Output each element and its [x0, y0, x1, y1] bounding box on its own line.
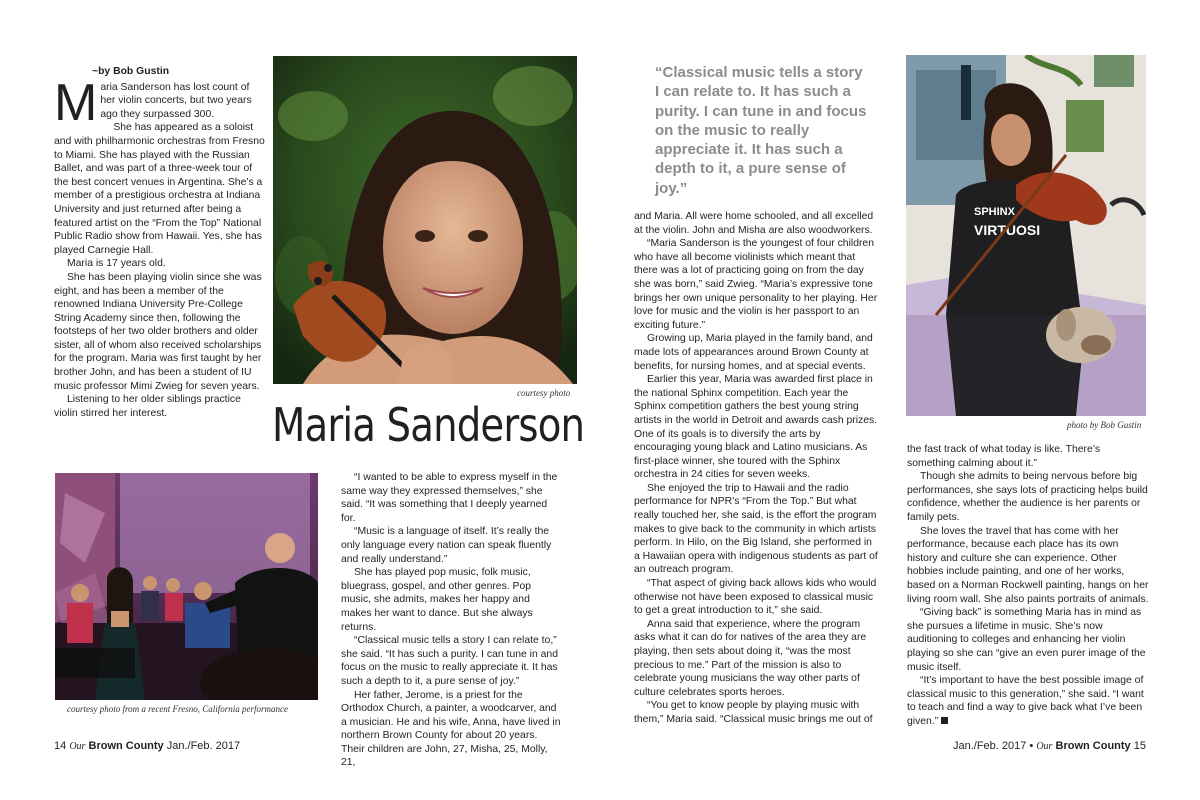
- paragraph: [907, 674, 1150, 728]
- paragraph: She loves the travel that has come with her performance, because each place has its own history and culture she can experience. Other hobbies include painting, and one of her works, based on a Norman Rockwell painting, hangs on her living room wall. She also paints portraits of animals.: [907, 525, 1149, 605]
- paragraph: “Giving back” is something Maria has in mind as she pursues a lifetime in music. She’s now auditioning to colleges and enhancing her violin playing so she can “give an even purer image of the music itself.: [907, 607, 1146, 673]
- paragraph: Earlier this year, Maria was awarded first place in the national Sphinx competition. Each year the Sphinx competition gathers the best young string artists in the world in Detroit and awards cash prizes. One of its goals is to diversify the arts by encouraging young black and Latino musicians. As first-place winner, she toured with the Sphinx orchestra in 24 cities for seven weeks.: [634, 374, 878, 481]
- folio-left: [54, 740, 240, 752]
- paragraph: and Maria. All were home schooled, and all excelled at the violin. John and Misha are also woodworkers.: [634, 211, 874, 236]
- issue-date-left: Jan./Feb. 2017: [166, 740, 241, 752]
- home-photo-caption: photo by Bob Gustin: [1067, 420, 1142, 430]
- issue-date-right: Jan./Feb. 2017 •: [952, 740, 1034, 752]
- article-column-1: [54, 65, 266, 420]
- magazine-name-brand: Brown County: [88, 740, 164, 752]
- paragraph: Growing up, Maria played in the family band, and made lots of appearances around Brown County at benefits, for nursing homes, and at special events.: [634, 333, 873, 372]
- paragraph: Listening to her older siblings practice violin stirred her interest.: [54, 394, 241, 419]
- folio-right: [953, 740, 1146, 752]
- pull-quote: “Classical music tells a story I can relate to. It has such a purity. I can tune in and focus on the music to really appreciate it. It has such a depth to it, a pure sense of joy.”: [655, 64, 867, 197]
- paragraph: Though she admits to being nervous before big performances, she says lots of practicing helps build confidence, whether the audience is her parents or family pets.: [907, 471, 1148, 523]
- performance-caption: courtesy photo from a recent Fresno, California performance: [67, 704, 288, 714]
- paragraph: “You get to know people by playing music with them,” Maria said. “Classical music brings me out of: [634, 700, 873, 725]
- paragraph: “I wanted to be able to express myself in the same way they expressed themselves,” she said. “It was something that I deeply yearned for.: [341, 472, 558, 524]
- paragraph: She has played pop music, folk music, bluegrass, gospel, and other genres. Pop music, she admits, makes her happy and makes her want to dance. But she always returns.: [341, 567, 533, 633]
- paragraph: Maria is 17 years old.: [67, 258, 166, 270]
- end-mark-icon: [941, 717, 948, 724]
- article-column-4: [907, 443, 1150, 728]
- article-headline: Maria Sanderson: [272, 398, 585, 452]
- shirt-text-line-1: SPHINX: [974, 206, 1015, 218]
- magazine-name-brand: Brown County: [1055, 740, 1131, 752]
- paragraph: aria Sanderson has lost count of her violin concerts, but two years ago they surpassed 300.: [100, 81, 252, 120]
- portrait-photo: [273, 56, 577, 384]
- paragraph: the fast track of what today is like. There’s something calming about it.”: [907, 444, 1101, 469]
- paragraph: Her father, Jerome, is a priest for the Orthodox Church, a painter, a woodcarver, and a musician. He and his wife, Anna, have lived in northern Brown County for about 20 years. Their children are John, 27, Misha, 25, Molly, 21,: [341, 689, 561, 769]
- article-column-2: [341, 471, 563, 770]
- magazine-name-our: Our: [69, 741, 86, 752]
- paragraph: She has appeared as a soloist and with philharmonic orchestras from Fresno to Miami. She has played with the Russian Ballet, and was part of a three-week tour of the best concert venues in Argentina. She’s a member of a prestigious orchestra at Indiana University and just returned after being a featured artist on the “From the Top” National Public Radio show from Hawaii. Yes, she has played Carnegie Hall.: [54, 122, 265, 256]
- performance-illustration: [55, 473, 318, 700]
- home-practice-photo: [906, 55, 1146, 416]
- performance-photo: [55, 473, 318, 700]
- page-number-left: 14: [54, 740, 67, 752]
- home-practice-illustration: [906, 55, 1146, 416]
- paragraph: “Classical music tells a story I can relate to,” she said. “It has such a purity. I can tune in and focus on the music to really appreciate it. It has such a depth to it, a pure sense of joy.”: [341, 635, 558, 687]
- shirt-text-line-2: VIRTUOSI: [974, 222, 1041, 238]
- paragraph: Anna said that experience, where the program asks what it can do for natives of the area they are playing, then sets about doing it, “was the most precious to me.” Part of the mission is also to celebrate young musicians the way other parts of culture celebrates sports heroes.: [634, 618, 867, 698]
- magazine-name-our: Our: [1036, 741, 1053, 752]
- portrait-caption: courtesy photo: [517, 388, 571, 398]
- byline: ~by Bob Gustin: [92, 66, 170, 77]
- portrait-illustration: [273, 56, 577, 384]
- page-number-right: 15: [1133, 740, 1146, 752]
- paragraph: “That aspect of giving back allows kids who would otherwise not have been exposed to classical music to get a great introduction to it,” she said.: [634, 578, 877, 617]
- drop-cap: M: [54, 73, 98, 132]
- paragraph: “Music is a language of itself. It’s really the only language every nation can speak fluently and really understand.”: [341, 526, 552, 565]
- paragraph: She enjoyed the trip to Hawaii and the radio performance for NPR’s “From the Top.” But what really touched her, she said, is the effort the program makes to give back to the community in which artists perform. In Hilo, on the Big Island, she performed in a Hawaiian opera with indigenous students as part of an outreach program.: [634, 482, 878, 576]
- paragraph: She has been playing violin since she was eight, and has been a member of the renowned Indiana University Pre-College String Academy since then, following the footsteps of her two older brothers and older sister, all of whom also received scholarships for the program. Maria was first taught by her brother John, and has been a student of IU music professor Mimi Zwieg for seven years.: [54, 271, 262, 392]
- article-column-3: [634, 210, 880, 727]
- paragraph: “Maria Sanderson is the youngest of four children who have all become violinists which meant that there was a lot of practicing going on from the day she was born,” said Zwieg. “Maria’s expressive tone brings her own unique personality to her playing. Her love for music and the violin is her passport to an exciting future.”: [634, 238, 878, 331]
- closing-paragraph-text: “It’s important to have the best possible image of classical music to this generation,” she said. “I want to teach and find a way to give back what I’ve been given.”: [907, 675, 1144, 727]
